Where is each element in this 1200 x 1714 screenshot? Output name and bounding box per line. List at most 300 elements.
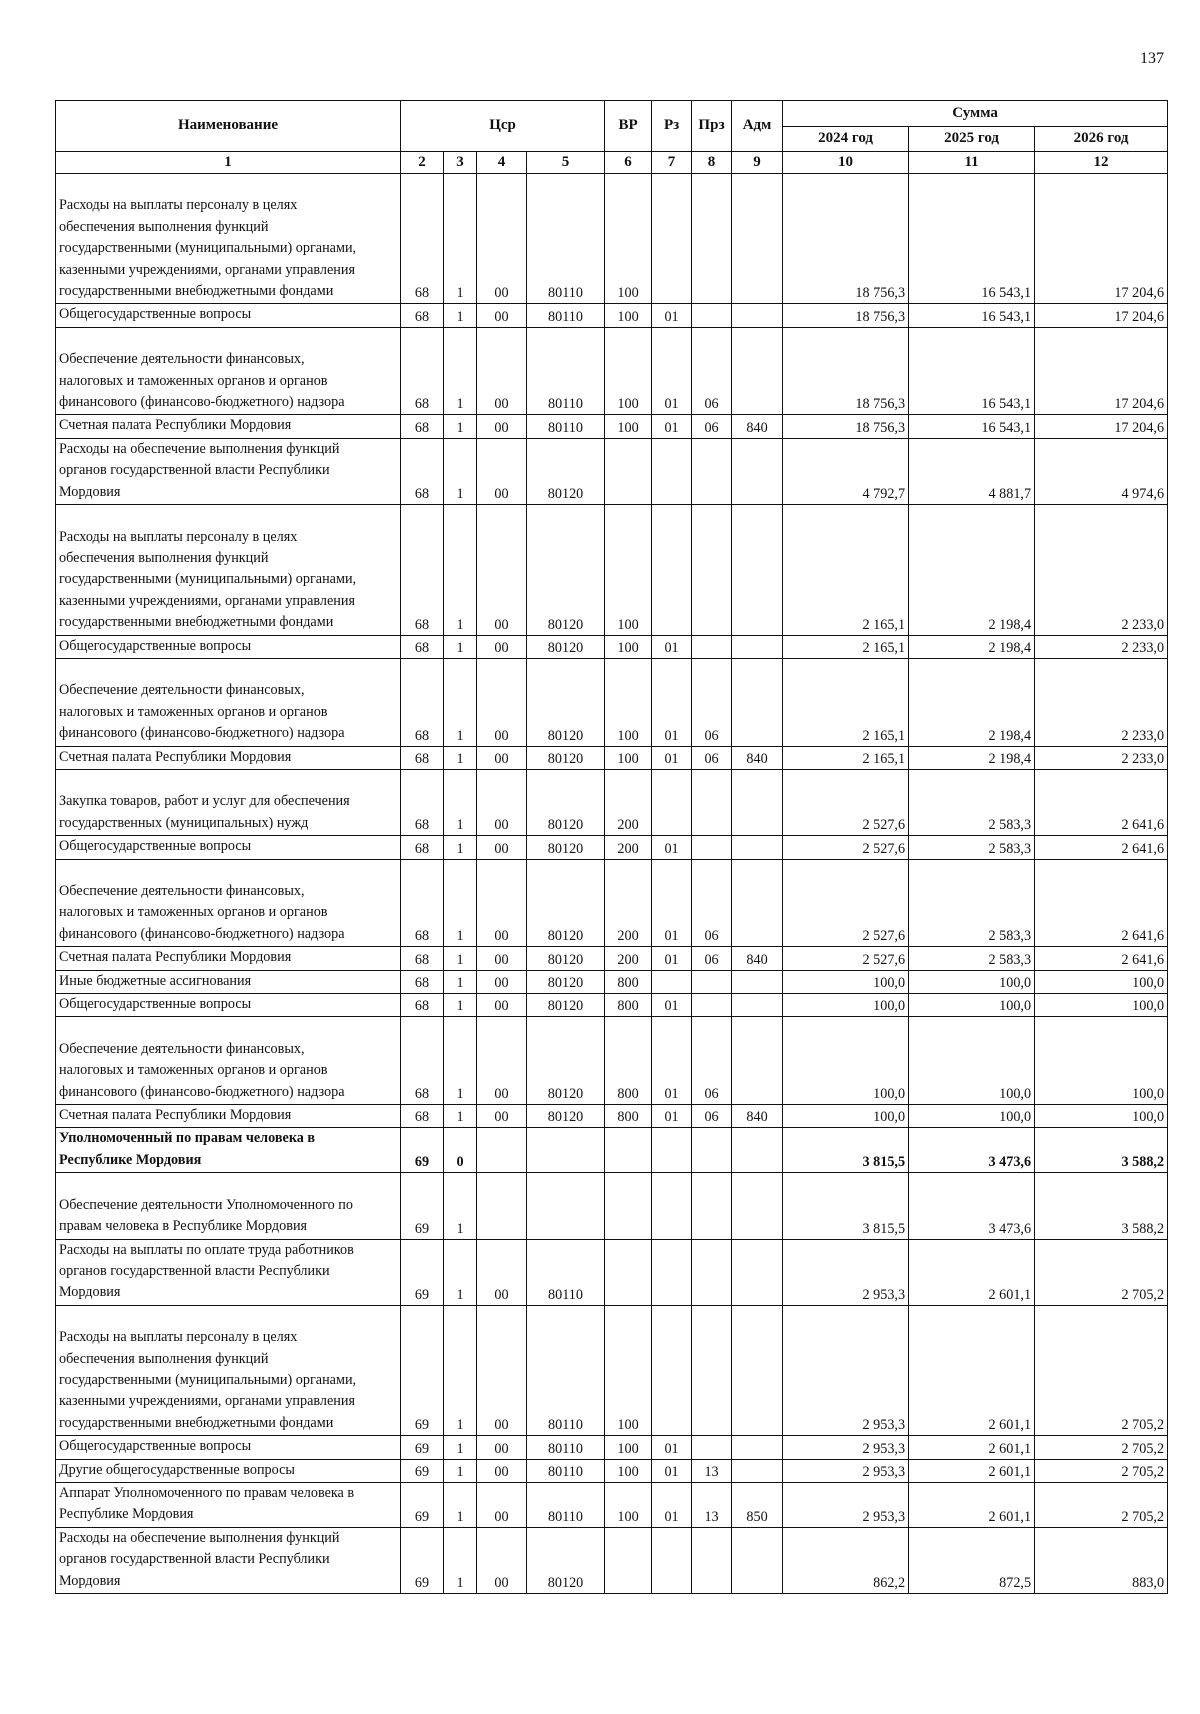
amount-2024-cell: 2 527,6 bbox=[783, 859, 909, 947]
vr-cell: 100 bbox=[605, 1459, 652, 1482]
rz-cell: 01 bbox=[652, 327, 692, 415]
row-name-line: Расходы на обеспечение выполнения функций bbox=[59, 440, 340, 457]
row-name-line: Общегосударственные вопросы bbox=[59, 637, 252, 654]
amount-2026-cell: 100,0 bbox=[1035, 1017, 1168, 1105]
code-3-cell: 1 bbox=[444, 658, 477, 746]
code-2-cell: 69 bbox=[401, 1527, 444, 1593]
amount-2024-cell: 2 165,1 bbox=[783, 658, 909, 746]
amount-2026-cell: 17 204,6 bbox=[1035, 174, 1168, 304]
header-year-2026: 2026 год bbox=[1035, 127, 1168, 152]
amount-2025-cell: 2 198,4 bbox=[909, 635, 1035, 658]
vr-cell: 100 bbox=[605, 746, 652, 769]
rz-cell bbox=[652, 1305, 692, 1435]
code-5-cell: 80110 bbox=[527, 415, 605, 438]
code-5-cell: 80110 bbox=[527, 174, 605, 304]
row-name-cell bbox=[56, 327, 401, 415]
adm-cell bbox=[732, 836, 783, 859]
code-5-cell: 80110 bbox=[527, 304, 605, 327]
code-3-cell: 1 bbox=[444, 994, 477, 1017]
prz-cell bbox=[692, 505, 732, 635]
adm-cell bbox=[732, 174, 783, 304]
prz-cell: 06 bbox=[692, 415, 732, 438]
amount-2024-cell: 2 165,1 bbox=[783, 635, 909, 658]
row-name-line: государственными внебюджетными фондами bbox=[59, 283, 334, 300]
row-name-cell bbox=[56, 836, 401, 859]
header-prz: Прз bbox=[692, 101, 732, 152]
rz-cell bbox=[652, 1128, 692, 1173]
code-2-cell: 68 bbox=[401, 635, 444, 658]
code-2-cell: 68 bbox=[401, 769, 444, 835]
row-name-line: Аппарат Уполномоченного по правам человека в bbox=[59, 1484, 355, 1501]
code-4-cell: 00 bbox=[477, 836, 527, 859]
row-name-cell bbox=[56, 658, 401, 746]
code-5-cell bbox=[527, 1128, 605, 1173]
table-row bbox=[56, 994, 1168, 1017]
code-2-cell: 68 bbox=[401, 505, 444, 635]
code-4-cell: 00 bbox=[477, 1239, 527, 1305]
amount-2024-cell: 2 527,6 bbox=[783, 836, 909, 859]
row-name-line: Иные бюджетные ассигнования bbox=[59, 972, 252, 989]
code-3-cell: 1 bbox=[444, 304, 477, 327]
row-name-line: государственными (муниципальными) органами, bbox=[59, 240, 357, 257]
prz-cell: 06 bbox=[692, 947, 732, 970]
table-row bbox=[56, 438, 1168, 504]
amount-2026-cell: 2 641,6 bbox=[1035, 947, 1168, 970]
adm-cell bbox=[732, 438, 783, 504]
row-name-line: налоговых и таможенных органов и органов bbox=[59, 703, 328, 720]
prz-cell bbox=[692, 769, 732, 835]
amount-2026-cell: 2 705,2 bbox=[1035, 1436, 1168, 1459]
amount-2024-cell: 2 953,3 bbox=[783, 1459, 909, 1482]
code-5-cell: 80110 bbox=[527, 1305, 605, 1435]
code-3-cell: 1 bbox=[444, 836, 477, 859]
code-3-cell: 1 bbox=[444, 970, 477, 993]
prz-cell bbox=[692, 1436, 732, 1459]
amount-2025-cell: 2 601,1 bbox=[909, 1436, 1035, 1459]
adm-cell bbox=[732, 1128, 783, 1173]
prz-cell bbox=[692, 438, 732, 504]
row-name-cell bbox=[56, 994, 401, 1017]
col-number: 4 bbox=[477, 152, 527, 174]
code-3-cell: 1 bbox=[444, 859, 477, 947]
row-name-cell bbox=[56, 1305, 401, 1435]
prz-cell bbox=[692, 1128, 732, 1173]
header-csr: Цср bbox=[401, 101, 605, 152]
code-4-cell: 00 bbox=[477, 994, 527, 1017]
row-name-line: органов государственной власти Республики bbox=[59, 462, 330, 479]
rz-cell: 01 bbox=[652, 1482, 692, 1527]
adm-cell bbox=[732, 1527, 783, 1593]
row-name-cell bbox=[56, 1459, 401, 1482]
amount-2026-cell: 2 641,6 bbox=[1035, 859, 1168, 947]
row-name-line: Расходы на выплаты персоналу в целях bbox=[59, 528, 298, 545]
amount-2024-cell: 18 756,3 bbox=[783, 415, 909, 438]
prz-cell: 13 bbox=[692, 1482, 732, 1527]
adm-cell bbox=[732, 1436, 783, 1459]
rz-cell bbox=[652, 438, 692, 504]
code-5-cell: 80110 bbox=[527, 1436, 605, 1459]
adm-cell bbox=[732, 859, 783, 947]
code-3-cell: 1 bbox=[444, 174, 477, 304]
code-3-cell: 1 bbox=[444, 1239, 477, 1305]
vr-cell: 800 bbox=[605, 970, 652, 993]
amount-2025-cell: 16 543,1 bbox=[909, 174, 1035, 304]
row-name-line: обеспечения выполнения функций bbox=[59, 549, 269, 566]
code-2-cell: 68 bbox=[401, 859, 444, 947]
row-name-cell bbox=[56, 415, 401, 438]
code-5-cell: 80120 bbox=[527, 859, 605, 947]
vr-cell: 200 bbox=[605, 769, 652, 835]
vr-cell: 100 bbox=[605, 415, 652, 438]
code-5-cell: 80120 bbox=[527, 1017, 605, 1105]
adm-cell bbox=[732, 1305, 783, 1435]
amount-2025-cell: 2 601,1 bbox=[909, 1239, 1035, 1305]
adm-cell bbox=[732, 327, 783, 415]
amount-2025-cell: 2 601,1 bbox=[909, 1482, 1035, 1527]
row-name-line: казенными учреждениями, органами управления bbox=[59, 592, 356, 609]
table-row bbox=[56, 1239, 1168, 1305]
col-number: 2 bbox=[401, 152, 444, 174]
adm-cell: 840 bbox=[732, 746, 783, 769]
code-4-cell: 00 bbox=[477, 746, 527, 769]
rz-cell: 01 bbox=[652, 304, 692, 327]
row-name-line: Счетная палата Республики Мордовия bbox=[59, 949, 292, 966]
row-name-line: казенными учреждениями, органами управления bbox=[59, 261, 356, 278]
amount-2026-cell: 17 204,6 bbox=[1035, 415, 1168, 438]
adm-cell: 850 bbox=[732, 1482, 783, 1527]
table-row bbox=[56, 505, 1168, 635]
prz-cell: 06 bbox=[692, 859, 732, 947]
row-name-line: Обеспечение деятельности финансовых, bbox=[59, 351, 305, 368]
amount-2026-cell: 883,0 bbox=[1035, 1527, 1168, 1593]
code-2-cell: 68 bbox=[401, 746, 444, 769]
vr-cell bbox=[605, 1173, 652, 1239]
code-3-cell: 1 bbox=[444, 1305, 477, 1435]
adm-cell bbox=[732, 1239, 783, 1305]
code-4-cell bbox=[477, 1173, 527, 1239]
amount-2026-cell: 17 204,6 bbox=[1035, 304, 1168, 327]
col-number: 7 bbox=[652, 152, 692, 174]
code-5-cell: 80120 bbox=[527, 769, 605, 835]
rz-cell bbox=[652, 769, 692, 835]
table-row bbox=[56, 1436, 1168, 1459]
col-number: 10 bbox=[783, 152, 909, 174]
row-name-line: финансового (финансово-бюджетного) надзора bbox=[59, 1083, 345, 1100]
code-2-cell: 69 bbox=[401, 1436, 444, 1459]
row-name-cell bbox=[56, 1017, 401, 1105]
code-4-cell: 00 bbox=[477, 1105, 527, 1128]
code-5-cell: 80110 bbox=[527, 1459, 605, 1482]
prz-cell: 13 bbox=[692, 1459, 732, 1482]
table-row bbox=[56, 947, 1168, 970]
code-2-cell: 68 bbox=[401, 415, 444, 438]
adm-cell: 840 bbox=[732, 415, 783, 438]
prz-cell bbox=[692, 836, 732, 859]
amount-2026-cell: 2 641,6 bbox=[1035, 836, 1168, 859]
rz-cell bbox=[652, 174, 692, 304]
code-4-cell: 00 bbox=[477, 859, 527, 947]
amount-2025-cell: 16 543,1 bbox=[909, 415, 1035, 438]
prz-cell bbox=[692, 174, 732, 304]
amount-2025-cell: 2 601,1 bbox=[909, 1305, 1035, 1435]
row-name-line: государственными внебюджетными фондами bbox=[59, 1414, 334, 1431]
amount-2026-cell: 2 233,0 bbox=[1035, 505, 1168, 635]
amount-2026-cell: 2 233,0 bbox=[1035, 658, 1168, 746]
amount-2026-cell: 2 233,0 bbox=[1035, 635, 1168, 658]
rz-cell: 01 bbox=[652, 635, 692, 658]
prz-cell bbox=[692, 1239, 732, 1305]
amount-2024-cell: 862,2 bbox=[783, 1527, 909, 1593]
code-2-cell: 68 bbox=[401, 994, 444, 1017]
row-name-line bbox=[59, 1017, 397, 1038]
code-3-cell: 1 bbox=[444, 327, 477, 415]
row-name-line: Общегосударственные вопросы bbox=[59, 996, 252, 1013]
row-name-cell bbox=[56, 947, 401, 970]
header-rz: Рз bbox=[652, 101, 692, 152]
table-row bbox=[56, 1459, 1168, 1482]
col-number: 12 bbox=[1035, 152, 1168, 174]
code-4-cell: 00 bbox=[477, 658, 527, 746]
row-name-cell bbox=[56, 1128, 401, 1173]
amount-2024-cell: 100,0 bbox=[783, 1017, 909, 1105]
rz-cell: 01 bbox=[652, 836, 692, 859]
header-summa: Сумма bbox=[783, 101, 1168, 127]
adm-cell bbox=[732, 769, 783, 835]
code-4-cell: 00 bbox=[477, 635, 527, 658]
row-name-line bbox=[59, 659, 397, 680]
row-name-line: государственными внебюджетными фондами bbox=[59, 614, 334, 631]
code-3-cell: 1 bbox=[444, 1482, 477, 1527]
code-2-cell: 69 bbox=[401, 1128, 444, 1173]
row-name-line: обеспечения выполнения функций bbox=[59, 218, 269, 235]
row-name-cell bbox=[56, 746, 401, 769]
header-year-2025: 2025 год bbox=[909, 127, 1035, 152]
row-name-line: Обеспечение деятельности финансовых, bbox=[59, 682, 305, 699]
code-5-cell: 80120 bbox=[527, 1527, 605, 1593]
prz-cell bbox=[692, 304, 732, 327]
amount-2026-cell: 17 204,6 bbox=[1035, 327, 1168, 415]
table-row bbox=[56, 1128, 1168, 1173]
amount-2024-cell: 3 815,5 bbox=[783, 1173, 909, 1239]
amount-2026-cell: 2 641,6 bbox=[1035, 769, 1168, 835]
row-name-line: Республике Мордовия bbox=[59, 1506, 194, 1523]
row-name-line: финансового (финансово-бюджетного) надзора bbox=[59, 925, 345, 942]
rz-cell: 01 bbox=[652, 994, 692, 1017]
amount-2024-cell: 2 165,1 bbox=[783, 746, 909, 769]
code-4-cell: 00 bbox=[477, 1305, 527, 1435]
code-4-cell: 00 bbox=[477, 438, 527, 504]
prz-cell bbox=[692, 994, 732, 1017]
header-name: Наименование bbox=[56, 101, 401, 152]
amount-2024-cell: 2 165,1 bbox=[783, 505, 909, 635]
table-row bbox=[56, 1305, 1168, 1435]
code-2-cell: 69 bbox=[401, 1173, 444, 1239]
amount-2024-cell: 4 792,7 bbox=[783, 438, 909, 504]
col-number: 3 bbox=[444, 152, 477, 174]
adm-cell bbox=[732, 635, 783, 658]
prz-cell bbox=[692, 970, 732, 993]
row-name-line bbox=[59, 174, 397, 195]
vr-cell bbox=[605, 1239, 652, 1305]
row-name-line bbox=[59, 505, 397, 526]
code-5-cell: 80120 bbox=[527, 658, 605, 746]
amount-2026-cell: 2 705,2 bbox=[1035, 1239, 1168, 1305]
table-row bbox=[56, 658, 1168, 746]
amount-2024-cell: 2 953,3 bbox=[783, 1436, 909, 1459]
code-3-cell: 1 bbox=[444, 505, 477, 635]
code-4-cell: 00 bbox=[477, 1459, 527, 1482]
row-name-cell bbox=[56, 438, 401, 504]
adm-cell bbox=[732, 304, 783, 327]
rz-cell: 01 bbox=[652, 1017, 692, 1105]
row-name-line: Расходы на выплаты персоналу в целях bbox=[59, 197, 298, 214]
row-name-cell bbox=[56, 505, 401, 635]
amount-2025-cell: 100,0 bbox=[909, 970, 1035, 993]
amount-2025-cell: 3 473,6 bbox=[909, 1173, 1035, 1239]
code-2-cell: 68 bbox=[401, 1105, 444, 1128]
code-5-cell: 80110 bbox=[527, 1239, 605, 1305]
code-4-cell bbox=[477, 1128, 527, 1173]
adm-cell bbox=[732, 505, 783, 635]
table-row bbox=[56, 1105, 1168, 1128]
prz-cell: 06 bbox=[692, 1105, 732, 1128]
amount-2025-cell: 100,0 bbox=[909, 994, 1035, 1017]
row-name-line: налоговых и таможенных органов и органов bbox=[59, 904, 328, 921]
code-2-cell: 69 bbox=[401, 1239, 444, 1305]
row-name-cell bbox=[56, 1482, 401, 1527]
code-5-cell: 80120 bbox=[527, 970, 605, 993]
row-name-line: Обеспечение деятельности финансовых, bbox=[59, 1040, 305, 1057]
rz-cell bbox=[652, 970, 692, 993]
code-2-cell: 68 bbox=[401, 174, 444, 304]
amount-2024-cell: 2 527,6 bbox=[783, 769, 909, 835]
vr-cell bbox=[605, 438, 652, 504]
code-5-cell: 80110 bbox=[527, 327, 605, 415]
code-2-cell: 68 bbox=[401, 438, 444, 504]
rz-cell bbox=[652, 1173, 692, 1239]
row-name-line: Закупка товаров, работ и услуг для обеспечения bbox=[59, 793, 350, 810]
row-name-line: Расходы на выплаты персоналу в целях bbox=[59, 1329, 298, 1346]
code-3-cell: 1 bbox=[444, 1105, 477, 1128]
code-2-cell: 68 bbox=[401, 836, 444, 859]
prz-cell bbox=[692, 635, 732, 658]
rz-cell bbox=[652, 1239, 692, 1305]
code-3-cell: 1 bbox=[444, 438, 477, 504]
amount-2026-cell: 2 705,2 bbox=[1035, 1459, 1168, 1482]
row-name-cell bbox=[56, 1239, 401, 1305]
vr-cell: 800 bbox=[605, 994, 652, 1017]
table-row bbox=[56, 970, 1168, 993]
row-name-line: казенными учреждениями, органами управления bbox=[59, 1393, 356, 1410]
amount-2026-cell: 4 974,6 bbox=[1035, 438, 1168, 504]
row-name-cell bbox=[56, 769, 401, 835]
amount-2025-cell: 16 543,1 bbox=[909, 327, 1035, 415]
row-name-line: Общегосударственные вопросы bbox=[59, 1438, 252, 1455]
row-name-line: государственными (муниципальными) органами, bbox=[59, 571, 357, 588]
amount-2026-cell: 3 588,2 bbox=[1035, 1173, 1168, 1239]
code-5-cell: 80120 bbox=[527, 947, 605, 970]
amount-2025-cell: 2 198,4 bbox=[909, 658, 1035, 746]
amount-2025-cell: 16 543,1 bbox=[909, 304, 1035, 327]
table-row bbox=[56, 836, 1168, 859]
adm-cell bbox=[732, 658, 783, 746]
code-4-cell: 00 bbox=[477, 970, 527, 993]
table-row bbox=[56, 304, 1168, 327]
code-5-cell: 80120 bbox=[527, 994, 605, 1017]
code-4-cell: 00 bbox=[477, 174, 527, 304]
header-year-2024: 2024 год bbox=[783, 127, 909, 152]
adm-cell: 840 bbox=[732, 1105, 783, 1128]
code-3-cell: 1 bbox=[444, 947, 477, 970]
vr-cell: 100 bbox=[605, 658, 652, 746]
adm-cell bbox=[732, 1459, 783, 1482]
col-number: 6 bbox=[605, 152, 652, 174]
amount-2025-cell: 872,5 bbox=[909, 1527, 1035, 1593]
vr-cell: 100 bbox=[605, 304, 652, 327]
prz-cell: 06 bbox=[692, 327, 732, 415]
row-name-line bbox=[59, 770, 397, 791]
vr-cell: 100 bbox=[605, 635, 652, 658]
row-name-line: органов государственной власти Республики bbox=[59, 1262, 330, 1279]
vr-cell: 100 bbox=[605, 174, 652, 304]
amount-2025-cell: 2 583,3 bbox=[909, 836, 1035, 859]
code-2-cell: 69 bbox=[401, 1459, 444, 1482]
col-number: 11 bbox=[909, 152, 1035, 174]
row-name-line: Республике Мордовия bbox=[59, 1151, 202, 1168]
row-name-line: государственными (муниципальными) органами, bbox=[59, 1371, 357, 1388]
table-row bbox=[56, 327, 1168, 415]
prz-cell bbox=[692, 1173, 732, 1239]
budget-table bbox=[55, 100, 1168, 1594]
vr-cell: 200 bbox=[605, 836, 652, 859]
code-5-cell: 80120 bbox=[527, 1105, 605, 1128]
amount-2024-cell: 2 953,3 bbox=[783, 1482, 909, 1527]
code-2-cell: 68 bbox=[401, 658, 444, 746]
code-3-cell: 1 bbox=[444, 769, 477, 835]
amount-2025-cell: 2 583,3 bbox=[909, 947, 1035, 970]
code-4-cell: 00 bbox=[477, 327, 527, 415]
rz-cell: 01 bbox=[652, 947, 692, 970]
row-name-line: финансового (финансово-бюджетного) надзора bbox=[59, 394, 345, 411]
code-3-cell: 1 bbox=[444, 1527, 477, 1593]
row-name-line: правам человека в Республике Мордовия bbox=[59, 1218, 308, 1235]
code-4-cell: 00 bbox=[477, 505, 527, 635]
row-name-line: Счетная палата Республики Мордовия bbox=[59, 417, 292, 434]
row-name-cell bbox=[56, 1527, 401, 1593]
row-name-line: Счетная палата Республики Мордовия bbox=[59, 748, 292, 765]
table-row bbox=[56, 769, 1168, 835]
table-body bbox=[56, 174, 1168, 1594]
table-row bbox=[56, 635, 1168, 658]
amount-2026-cell: 100,0 bbox=[1035, 1105, 1168, 1128]
rz-cell: 01 bbox=[652, 415, 692, 438]
rz-cell: 01 bbox=[652, 746, 692, 769]
row-name-cell bbox=[56, 970, 401, 993]
table-row bbox=[56, 1173, 1168, 1239]
prz-cell bbox=[692, 1305, 732, 1435]
amount-2025-cell: 100,0 bbox=[909, 1105, 1035, 1128]
row-name-cell bbox=[56, 1173, 401, 1239]
amount-2025-cell: 100,0 bbox=[909, 1017, 1035, 1105]
row-name-line: Расходы на выплаты по оплате труда работников bbox=[59, 1241, 354, 1258]
vr-cell: 100 bbox=[605, 327, 652, 415]
row-name-cell bbox=[56, 635, 401, 658]
vr-cell: 100 bbox=[605, 1482, 652, 1527]
prz-cell: 06 bbox=[692, 746, 732, 769]
code-4-cell: 00 bbox=[477, 1482, 527, 1527]
amount-2024-cell: 18 756,3 bbox=[783, 327, 909, 415]
row-name-line: Обеспечение деятельности Уполномоченного по bbox=[59, 1196, 353, 1213]
